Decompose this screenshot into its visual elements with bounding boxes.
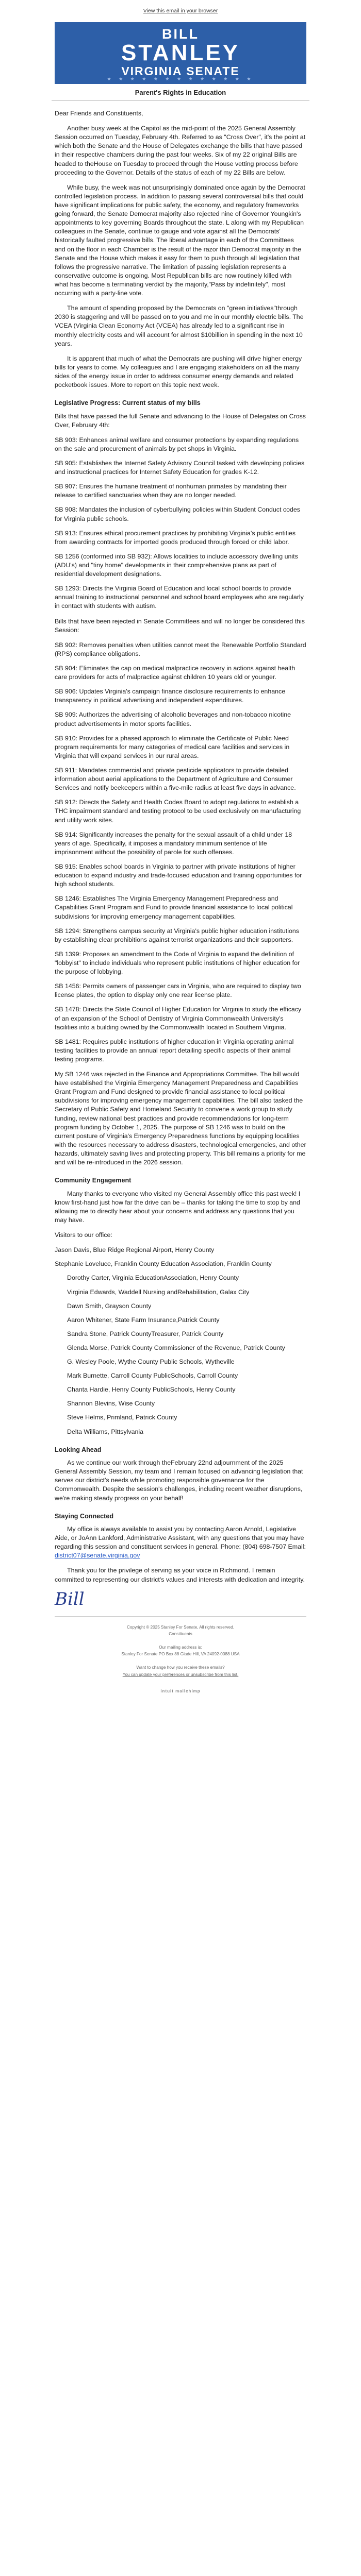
visitor-item: Aaron Whitener, State Farm Insurance,Patrick County — [67, 1316, 220, 1324]
footer-copyright: Copyright © 2025 Stanley For Senate, All rights reserved. — [126, 1624, 235, 1630]
visitor-item: Jason Davis, Blue Ridge Regional Airport, Henry County — [55, 1246, 215, 1254]
rejected-bill-item: SB 1456: Permits owners of passenger cars in Virginia, who are required to display two license plates, the option to display only one rear license plate. — [55, 982, 301, 999]
visitors-intro: Visitors to our office: — [55, 1231, 112, 1239]
newsletter-body — [55, 101, 306, 1705]
rejected-bill-item: SB 911: Mandates commercial and private pesticide applicators to provide detailed information about aerial applications to the Department of Agriculture and Consumer Services and notify beekeepers within a five-mile radius at least five days in advance. — [55, 766, 296, 792]
rejected-bill-item: SB 1399: Proposes an amendment to the Code of Virginia to expand the definition of "lobbyist" to include individuals who represent public institutions of higher education for the purpose of lobbying. — [55, 950, 300, 976]
closing-thanks: Thank you for the privilege of serving as your voice in Richmond. I remain committed to representing our district's values and interests with dedication and integrity. — [55, 1567, 305, 1583]
footer-divider — [55, 1616, 306, 1617]
update-preferences-link[interactable]: You can update your preferences or unsubscribe from this list. — [122, 1672, 239, 1677]
footer-address: Stanley For Senate PO Box 88 Glade Hill, VA 24092-0088 USA — [121, 1652, 240, 1657]
rejected-bill-item: SB 1481: Requires public institutions of higher education in Virginia operating animal testing facilities to provide an annual report detailing specific aspects of their animal testing programs. — [55, 1038, 294, 1063]
visitor-item: Shannon Blevins, Wise County — [67, 1400, 155, 1408]
footer-constituents: Constituents — [169, 1631, 192, 1636]
community-thanks: Many thanks to everyone who visited my General Assembly office this past week! I know first-hand just how far the drive can be – thanks for taking the time to stop by and allowing me to directly hear about your concerns and address any questions that you may have. — [55, 1190, 301, 1224]
visitor-item: Dawn Smith, Grayson County — [67, 1302, 152, 1310]
rejected-bill-item: SB 906: Updates Virginia's campaign finance disclosure requirements to enhance transparency in political advertising and independent expenditures. — [55, 688, 286, 704]
office-email-link[interactable]: district07@senate.virginia.gov — [55, 1552, 140, 1560]
staying-connected-title: Staying Connected — [55, 1512, 114, 1520]
visitor-item: Sandra Stone, Patrick CountyTreasurer, Patrick County — [67, 1330, 224, 1337]
footer-change-text: Want to change how you receive these emails? — [136, 1665, 225, 1670]
passed-bill-item: SB 905: Establishes the Internet Safety Advisory Council tasked with developing policies and instructional practices for Internet Safety Education for grades K-12. — [55, 460, 305, 476]
view-in-browser-link[interactable]: View this email in your browser — [143, 8, 218, 14]
email-footer — [55, 1624, 306, 1705]
banner-stars-icon: ★ ★ ★ ★ ★ ★ ★ ★ ★ ★ ★ ★ ★ — [107, 76, 254, 81]
signature: Bill — [55, 1588, 85, 1609]
staying-connected-body — [55, 1525, 306, 1560]
mailchimp-logo[interactable]: intuit mailchimp — [160, 1688, 201, 1693]
passed-bill-item: SB 903: Enhances animal welfare and consumer protections by expanding regulations on the sale and procurement of animals by pet shops in Virginia. — [55, 436, 299, 452]
passed-bill-item: SB 1293: Directs the Virginia Board of Education and local school boards to provide annual training to instructional personnel and school board employees who are regularly in contact with students with autism. — [55, 585, 304, 610]
rejected-bill-item: SB 915: Enables school boards in Virginia to partner with private institutions of higher education to expand industry and trade-focused education and training opportunities for high school students. — [55, 862, 302, 888]
pending-bill-paragraph: My SB 1246 was rejected in the Finance and Appropriations Committee. The bill would have established the Virginia Emergency Management Preparedness and Capabilities Grant Program and Fund designed to provide financial assistance to local political subdivisions for improving emergency management capabilities. The bill also tasked the Secretary of Public Safety and Homeland Security to convene a work group to study funding, review national best practices and provide recommendations for long-term program funding by October 1, 2025. The purpose of SB 1246 was to build on the current posture of Virginia's Emergency Preparedness functions by equipping localities with the resources necessary to address disasters, technological emergencies, and other hazards, ultimately saving lives and protecting property. This bill remains a priority for me and will be re-introduced in the 2026 session. — [55, 1071, 306, 1166]
legislative-progress-title: Legislative Progress: Current status of my bills — [55, 399, 201, 407]
rejected-bill-item: SB 912: Directs the Safety and Health Codes Board to adopt regulations to establish a THC impairment standard and testing protocol to be used exclusively on manufacturing and utility work sites. — [55, 799, 301, 824]
looking-ahead-title: Looking Ahead — [55, 1446, 102, 1453]
visitor-item: Dorothy Carter, Virginia EducationAssociation, Henry County — [67, 1274, 239, 1282]
rejected-bill-item: SB 910: Provides for a phased approach to eliminate the Certificate of Public Need program requirements for many categories of medical care facilities and services in Virginia that will expand services in our rural areas. — [55, 734, 290, 759]
rejected-bill-item: SB 1294: Strengthens campus security at Virginia's public higher education institutions by establishing clear prohibitions against terrorist organizations and their supporters. — [55, 927, 299, 943]
looking-ahead-body: As we continue our work through theFebruary 22nd adjournment of the 2025 General Assembly Session, my team and I remain focused on advancing legislation that serves our district's needs while promoting responsible governance for the Commonwealth. Despite the session's challenges, including recent weather disruptions, we're making steady progress on your behalf! — [55, 1459, 303, 1502]
visitor-item: Stephanie Loveluce, Franklin County Education Association, Franklin County — [55, 1260, 272, 1268]
passed-bill-item: SB 908: Mandates the inclusion of cyberbullying policies within Student Conduct codes for Virginia public schools. — [55, 506, 300, 522]
rejected-bill-item: SB 904: Eliminates the cap on medical malpractice recovery in actions against health care providers for acts of malpractice against children 10 years old or younger. — [55, 665, 296, 681]
header-banner — [55, 22, 306, 84]
rejected-bills-intro: Bills that have been rejected in Senate Committees and will no longer be considered this Session: — [55, 617, 305, 634]
passed-bill-item: SB 1256 (conformed into SB 932): Allows localities to include accessory dwelling units (ADU's) and "tiny home" developments in their comprehensive plans as part of residential development designations. — [55, 552, 298, 578]
visitor-item: G. Wesley Poole, Wythe County Public Schools, Wytheville — [67, 1358, 235, 1366]
visitor-item: Chanta Hardie, Henry County PublicSchools, Henry County — [67, 1386, 236, 1394]
passed-bill-item: SB 913: Ensures ethical procurement practices by prohibiting Virginia's public entities from awarding contracts for imported goods produced through forced or child labor. — [55, 529, 296, 546]
passed-bill-item: SB 907: Ensures the humane treatment of nonhuman primates by mandating their release to certified sanctuaries when they are no longer needed. — [55, 483, 287, 499]
footer-mailing-label: Our mailing address is: — [159, 1645, 202, 1650]
rejected-bills-list — [55, 641, 306, 1064]
rejected-bill-item: SB 1246: Establishes The Virginia Emergency Management Preparedness and Capabilities Grant Program and Fund to provide financial assistance to local political subdivisions for improving emergency management capabilities. — [55, 895, 293, 920]
rejected-bill-item: SB 1478: Directs the State Council of Higher Education for Virginia to study the efficacy of an expansion of the School of Dentistry of Virginia Commonwealth University's facilities into a building owned by the Commonwealth located in Southern Virginia. — [55, 1006, 302, 1031]
banner-office: VIRGINIA SENATE — [121, 64, 240, 78]
newsletter-subtitle: Parent's Rights in Education — [135, 89, 226, 97]
greeting: Dear Friends and Constituents, — [55, 110, 143, 117]
contact-text: My office is always available to assist you by contacting Aaron Arnold, Legislative Aide, or JoAnn Lankford, Administrative Assistant, with any questions that you may have regarding this session and constituent services in general. Phone: (804) 698-7507 Email: — [55, 1526, 306, 1551]
visitor-item: Virginia Edwards, Waddell Nursing andRehabilitation, Galax City — [67, 1288, 250, 1296]
visitors-list — [55, 1246, 306, 1436]
banner-last-name: STANLEY — [121, 40, 240, 66]
rejected-bill-item: SB 909: Authorizes the advertising of alcoholic beverages and non-tobacco nicotine product advertisements in motor sports facilities. — [55, 711, 291, 727]
banner-first-name: BILL — [162, 26, 199, 42]
rejected-bill-item: SB 902: Removes penalties when utilities cannot meet the Renewable Portfolio Standard (RPS) compliance obligations. — [55, 641, 306, 657]
passed-bills-list — [55, 436, 306, 611]
intro-paragraph-3: The amount of spending proposed by the Democrats on "green initiatives"through 2030 is staggering and will be passed on to you and me in our monthly electric bills. The VCEA (Virginia Clean Economy Act (VCEA) has already led to a significant rise in monthly electricity costs and will account for almost $10billion in spending in the next 10 years. — [55, 304, 304, 347]
visitor-item: Delta Williams, Pittsylvania — [67, 1428, 144, 1435]
visitor-item: Steve Helms, Primland, Patrick County — [67, 1414, 177, 1421]
visitor-item: Glenda Morse, Patrick County Commissioner of the Revenue, Patrick County — [67, 1344, 285, 1351]
passed-bills-intro: Bills that have passed the full Senate and advancing to the House of Delegates on Cross Over, February 4th: — [55, 412, 306, 429]
intro-paragraph-2: While busy, the week was not unsurprisingly dominated once again by the Democrat controlled legislation process. In addition to passing several controversial bills that could have significant implications for public safety, the economy, and regulatory frameworks going forward, the Senate Democrat majority also rejected nine of Governor Youngkin's appointments to key governing Boards throughout the state. L along with my Republican colleagues in the Senate, continue to gauge and vote against all the Democrats' historically faulted progressive bills. The liberal advantage in each of the Committees and on the floor in each Chamber is the result of the razor thin Democrat majority in the Senate and the House which makes it easy for them to push through all legislation that follows the progressive narrative. The limitation of passing legislation represents a conservative outcome is ongoing. Most Republican bills are now routinely killed with what has become a terminating verdict by the majority,"Pass by indefinitely", most occurring with a party-line vote. — [55, 183, 305, 297]
browser-link-bar — [0, 0, 361, 19]
rejected-bill-item: SB 914: Significantly increases the penalty for the sexual assault of a child under 18 years of age. Specifically, it imposes a mandatory minimum sentence of life imprisonment without the possibility of parole for such offenses. — [55, 831, 292, 856]
community-engagement-title: Community Engagement — [55, 1177, 132, 1184]
visitor-item: Mark Burnette, Carroll County PublicSchools, Carroll County — [67, 1372, 238, 1380]
intro-paragraph-4: It is apparent that much of what the Democrats are pushing will drive higher energy bills for years to come. My colleagues and I are engaging stakeholders on all the many sides of the energy issue in order to address consumer energy demands and related pocketbook issues. More to report on this topic next week. — [55, 354, 302, 389]
intro-paragraph-1: Another busy week at the Capitol as the mid-point of the 2025 General Assembly Session occurred on Tuesday, February 4th. Referred to as "Cross Over", it's the point at which both the Senate and the House of Delegates exchange the bills that have passed in their respective chambers during the past four weeks. Six of my 22 original Bills are headed to theHouse on Tuesday to proceed through the House vetting process before proceeding to the Governor. Details of the status of each of my 22 Bills are below. — [55, 125, 306, 176]
